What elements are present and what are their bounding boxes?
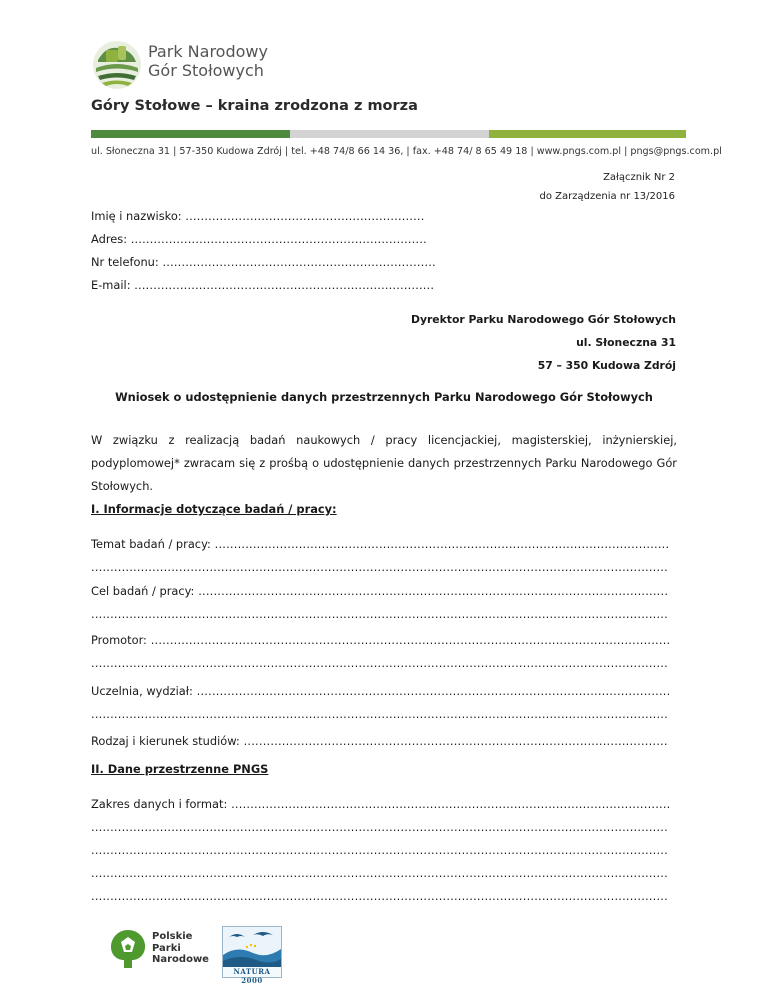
header-bar-dark-green <box>91 130 290 138</box>
recipient-line-1: Dyrektor Parku Narodowego Gór Stołowych <box>410 313 676 326</box>
polish-national-parks-label <box>152 931 209 966</box>
document-title: Wniosek o udostępnienie danych przestrzennych Parku Narodowego Gór Stołowych <box>115 390 653 404</box>
study-label: Rodzaj i kierunek studiów: <box>91 734 240 748</box>
ppn-line-3: Narodowe <box>152 954 209 965</box>
contact-line: ul. Słoneczna 31 | 57-350 Kudowa Zdrój | tel. +48 74/8 66 14 36, | fax. +48 74/ 8 65 49 18 | www.pngs.com.pl | pngs@pngs.com.pl <box>91 146 722 157</box>
ppn-line-2: Parki <box>152 942 181 954</box>
applicant-name-field[interactable]: Imię i nazwisko: ……………………………………………………… <box>91 209 425 223</box>
recipient-line-2: ul. Słoneczna 31 <box>576 336 676 349</box>
applicant-email-field[interactable]: E-mail: ……………………………………………………………………. <box>91 278 434 292</box>
header-bar-gray <box>290 130 489 138</box>
university-field[interactable] <box>91 684 669 698</box>
natura-2000-label: NATURA 2000 <box>233 967 271 985</box>
goal-field-line-2[interactable] <box>91 607 669 621</box>
scope-label: Zakres danych i format: <box>91 797 228 811</box>
header-bar-light-green <box>489 130 686 138</box>
promoter-label: Promotor: <box>91 633 147 647</box>
ppn-line-1: Polskie <box>152 931 193 942</box>
recipient-line-3: 57 – 350 Kudowa Zdrój <box>537 359 676 372</box>
promoter-field-line-2[interactable] <box>91 656 669 670</box>
scope-field-line-3[interactable] <box>91 843 669 857</box>
applicant-address-field[interactable]: Adres: …………………………………………………………………… <box>91 232 427 246</box>
section-2-heading: II. Dane przestrzenne PNGS <box>91 762 269 776</box>
polish-national-parks-tree-icon <box>108 928 148 970</box>
annex-line-2: do Zarządzenia nr 13/2016 <box>539 191 675 202</box>
logo-name <box>148 42 268 80</box>
topic-field-line-2[interactable] <box>91 560 669 574</box>
university-label: Uczelnia, wydział: <box>91 684 193 698</box>
scope-field[interactable] <box>91 797 669 811</box>
annex-line-1: Załącznik Nr 2 <box>603 172 675 183</box>
scope-field-line-2[interactable] <box>91 820 669 834</box>
park-logo-emblem <box>92 40 142 90</box>
section-1-heading: I. Informacje dotyczące badań / pracy: <box>91 502 337 516</box>
natura-2000-emblem-icon <box>223 927 281 967</box>
logo-line-2: Gór Stołowych <box>148 61 264 80</box>
study-field[interactable] <box>91 734 669 748</box>
goal-label: Cel badań / pracy: <box>91 584 195 598</box>
logo-line-1: Park Narodowy <box>148 42 268 61</box>
goal-field[interactable] <box>91 584 669 598</box>
request-paragraph: W związku z realizacją badań naukowych / pracy licencjackiej, magisterskiej, inżynierskiej, podyplomowej* zwracam się z prośbą o udostępnienie danych przestrzennych Parku Narodowego Gór Stołowych. <box>91 433 677 493</box>
topic-label: Temat badań / pracy: <box>91 537 211 551</box>
scope-field-line-5[interactable] <box>91 889 669 903</box>
applicant-phone-field[interactable]: Nr telefonu: ……………………………………………………………… <box>91 255 436 269</box>
topic-field[interactable] <box>91 537 669 551</box>
natura-2000-logo <box>222 926 282 985</box>
scope-field-line-4[interactable] <box>91 866 669 880</box>
promoter-field[interactable] <box>91 633 669 647</box>
university-field-line-2[interactable] <box>91 707 669 721</box>
page-heading: Góry Stołowe – kraina zrodzona z morza <box>91 98 418 114</box>
